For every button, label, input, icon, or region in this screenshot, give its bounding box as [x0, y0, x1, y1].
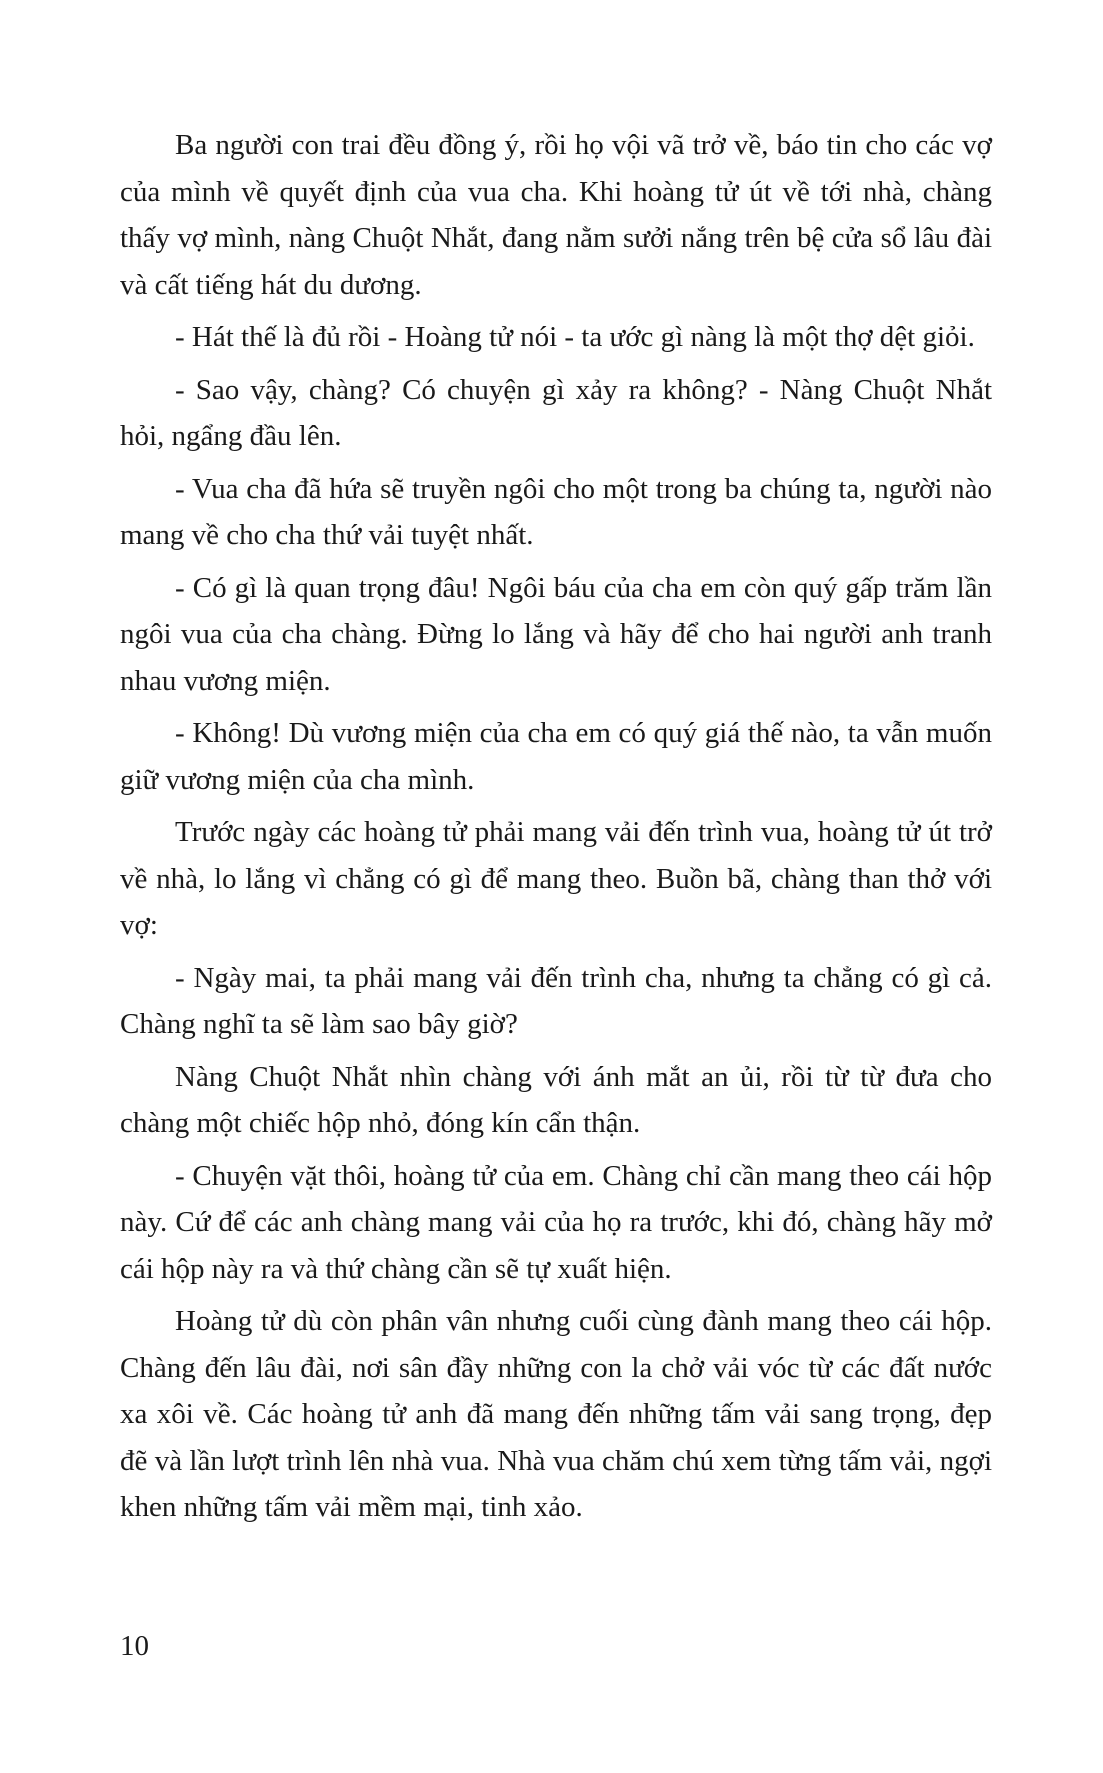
paragraph: Nàng Chuột Nhắt nhìn chàng với ánh mắt an ủi, rồi từ từ đưa cho chàng một chiếc hộp nhỏ, đóng kín cẩn thận. [120, 1060, 992, 1139]
paragraph: - Ngày mai, ta phải mang vải đến trình cha, nhưng ta chẳng có gì cả. Chàng nghĩ ta sẽ làm sao bây giờ? [120, 961, 992, 1040]
paragraph: - Vua cha đã hứa sẽ truyền ngôi cho một trong ba chúng ta, người nào mang về cho cha thứ vải tuyệt nhất. [120, 472, 992, 551]
paragraph: - Sao vậy, chàng? Có chuyện gì xảy ra không? - Nàng Chuột Nhắt hỏi, ngẩng đầu lên. [120, 373, 992, 452]
paragraph: - Có gì là quan trọng đâu! Ngôi báu của cha em còn quý gấp trăm lần ngôi vua của cha chàng. Đừng lo lắng và hãy để cho hai người anh tranh nhau vương miện. [120, 571, 992, 697]
paragraph: Ba người con trai đều đồng ý, rồi họ vội vã trở về, báo tin cho các vợ của mình về quyết định của vua cha. Khi hoàng tử út về tới nhà, chàng thấy vợ mình, nàng Chuột Nhắt, đang nằm sưởi nắng trên bệ cửa sổ lâu đài và cất tiếng hát du dương. [120, 129, 992, 301]
body-text [120, 122, 992, 1537]
paragraph: - Hát thế là đủ rồi - Hoàng tử nói - ta ước gì nàng là một thợ dệt giỏi. [175, 321, 975, 353]
paragraph: - Không! Dù vương miện của cha em có quý giá thế nào, ta vẫn muốn giữ vương miện của cha mình. [120, 717, 992, 796]
paragraph: Trước ngày các hoàng tử phải mang vải đến trình vua, hoàng tử út trở về nhà, lo lắng vì chẳng có gì để mang theo. Buồn bã, chàng than thở với vợ: [120, 816, 992, 941]
page-number: 10 [120, 1630, 149, 1662]
paragraph: - Chuyện vặt thôi, hoàng tử của em. Chàng chỉ cần mang theo cái hộp này. Cứ để các anh chàng mang vải của họ ra trước, khi đó, chàng hãy mở cái hộp này ra và thứ chàng cần sẽ tự xuất hiện. [120, 1159, 992, 1285]
paragraph: Hoàng tử dù còn phân vân nhưng cuối cùng đành mang theo cái hộp. Chàng đến lâu đài, nơi sân đầy những con la chở vải vóc từ các đất nước xa xôi về. Các hoàng tử anh đã mang đến những tấm vải sang trọng, đẹp đẽ và lần lượt trình lên nhà vua. Nhà vua chăm chú xem từng tấm vải, ngợi khen những tấm vải mềm mại, tinh xảo. [120, 1305, 992, 1523]
